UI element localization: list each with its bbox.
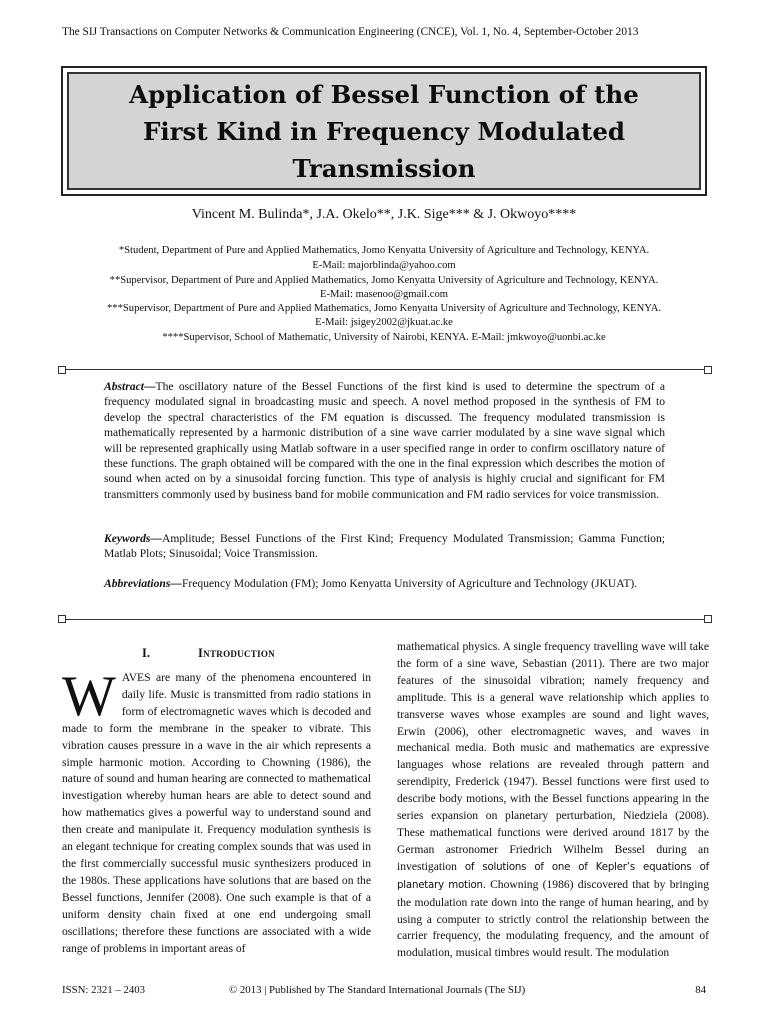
keywords-text: Amplitude; Bessel Functions of the First Kind; Frequency Modulated Transmission; Gamma Function; Matlab Plots; Sinusoidal; Voice Transmission. <box>104 532 665 561</box>
abbreviations-label: Abbreviations— <box>104 577 182 590</box>
right-column-text: mathematical physics. A single frequency travelling wave will take the form of a sine wave, Sebastian (2011). There are two major features of the sinusoidal vibration; namely frequency and amplitude. This is a general wave relationship which applies to transverse waves whose examples are sound and light waves, Erwin (2006), other electromagnetic waves, and waves in mechanical media. Both music and mathematics are expressive languages whose relations are revealed through pattern and serendipity, Frederick (1947). Bessel functions were first used to describe body motions, with the Bessel functions appearing in the series expansion on planetary perturbation, Niedziela (2008). These mathematical functions were derived around 1817 by the German astronomer Friedrich Wilhelm Bessel during an investigation <box>397 640 709 873</box>
abstract <box>104 379 665 502</box>
section-number: I. <box>142 646 150 660</box>
right-column-text-continued: Chowning (1986) discovered that by bringing the modulation rate down into the range of human hearing, and by using a computer to strictly control the relationship between the carrier frequency, the modulating frequency, and the amount of modulation, musical timbres would result. The modulation <box>397 877 710 960</box>
page-number: 84 <box>695 984 706 996</box>
affiliation-4: ****Supervisor, School of Mathematic, University of Nairobi, KENYA. E-Mail: jmkwoyo@uonbi.ac.ke <box>162 332 606 343</box>
abstract-label: Abstract— <box>104 380 156 393</box>
copyright: © 2013 | Published by The Standard International Journals (The SIJ) <box>229 984 526 996</box>
author-list: Vincent M. Bulinda*, J.A. Okelo**, J.K. Sige*** & J. Okwoyo**** <box>191 207 577 222</box>
affiliation-2: **Supervisor, Department of Pure and Applied Mathematics, Jomo Kenyatta University of Agriculture and Technology, KENYA. <box>109 275 659 286</box>
keywords-label: Keywords— <box>104 532 162 545</box>
left-column-text: AVES are many of the phenomena encountered in daily life. Music is transmitted from radio stations in form of electromagnetic waves which is decoded and made to form the membrane in the speaker to vibrate. This vibration causes pressure in a wave in the air which represents a simple harmonic motion. According to Chowning (1986), the nature of sound and human hearing are connected to mathematical investigation whereby human hears are able to detect sound and how mathematics gives a powerful way to understand sound and then create and manipulate it. Frequency modulation synthesis is an elegant technique for creating complex sounds that was used in the first commercially successful music synthesizers produced in the 1980s. These applications have solutions that are based on the Bessel functions, Jennifer (2008). One such example is that of a uniform density chain fixed at one end undergoing small oscillations; therefore these functions are associated with a wide range of problems in important areas of <box>62 671 371 955</box>
abstract-box <box>62 369 708 620</box>
kepler-phrase: of solutions of one of Kepler’s equations of planetary motion. <box>397 861 709 891</box>
abstract-text: The oscillatory nature of the Bessel Functions of the first kind is used to determine the spectrum of a frequency modulated signal in broadcasting music and speech. A novel method proposed in the synthesis of FM to develop the spectral characteristics of the FM equation is discussed. The frequency modulated transmission is mathematically represented by a harmonic distribution of a sine wave carrier modulated by a sine wave signal which will be represented graphically using Matlab software in a user specified range in order to confirm oscillatory nature of these functions. The graph obtained will be compared with the one in the final expression which describes the motion of sound when acted on by a sinusoidal forcing function. This type of analysis is highly crucial and significant for FM transmitters commonly used by business band for mobile communication and FM radio services for voice transmission. <box>104 380 665 501</box>
journal-header: The SIJ Transactions on Computer Networks & Communication Engineering (CNCE), Vol. 1, No. 4, September-October 2013 <box>62 26 639 38</box>
title-line-1: Application of Bessel Function of the <box>129 79 639 109</box>
keywords <box>104 531 665 562</box>
title-box <box>67 72 701 190</box>
affiliation-3: ***Supervisor, Department of Pure and Applied Mathematics, Jomo Kenyatta University of Agriculture and Technology, KENYA. <box>106 303 661 314</box>
affiliation-2-email: E-Mail: masenoo@gmail.com <box>319 289 449 300</box>
issn: ISSN: 2321 – 2403 <box>62 984 146 996</box>
left-column <box>62 665 371 957</box>
box-corner <box>704 366 712 374</box>
title-line-2: First Kind in Frequency Modulated <box>142 116 626 146</box>
title-line-3: Transmission <box>292 153 476 183</box>
box-corner <box>58 615 66 623</box>
section-title: Introduction <box>198 646 275 660</box>
drop-cap: W <box>62 665 116 728</box>
abbreviations-text: Frequency Modulation (FM); Jomo Kenyatta University of Agriculture and Technology (JKUAT). <box>181 577 638 590</box>
affiliation-1-email: E-Mail: majorblinda@yahoo.com <box>312 260 456 271</box>
affiliation-1: *Student, Department of Pure and Applied Mathematics, Jomo Kenyatta University of Agriculture and Technology, KENYA. <box>118 245 650 256</box>
affiliation-3-email: E-Mail: jsigey2002@jkuat.ac.ke <box>315 317 453 328</box>
abbreviations <box>104 576 665 591</box>
right-column <box>397 639 709 962</box>
title-frame <box>61 66 707 196</box>
paper-title <box>129 76 639 187</box>
